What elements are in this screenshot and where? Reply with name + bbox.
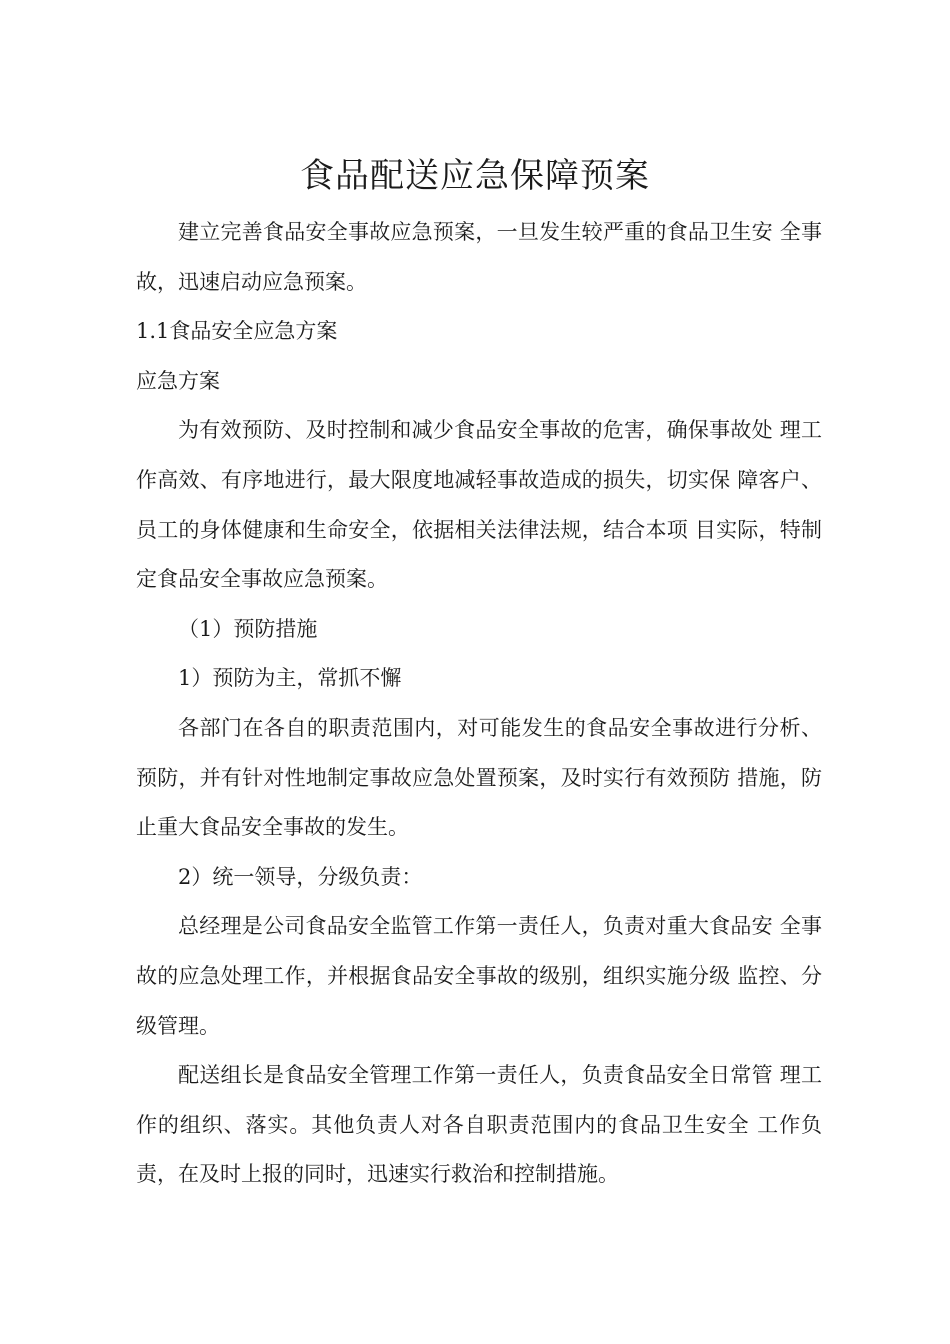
- document-body: [136, 208, 822, 1200]
- paragraph-delivery-leader: 配送组长是食品安全管理工作第一责任人，负责食品安全日常管 理工作的组织、落实。其他负责人对各自职责范围内的食品卫生安全 工作负责，在及时上报的同时，迅速实行救治和控制措施。: [136, 1063, 822, 1187]
- section-heading: 1.1食品安全应急方案: [136, 319, 338, 344]
- paragraph-general-manager: 总经理是公司食品安全监管工作第一责任人，负责对重大食品安 全事故的应急处理工作，并根据食品安全事故的级别，组织实施分级 监控、分级管理。: [136, 914, 822, 1038]
- list-item-2-heading: 2）统一领导，分级负责：: [178, 864, 423, 889]
- list-item-1-heading: 1）预防为主，常抓不懈: [178, 666, 402, 691]
- paragraph-intro: 建立完善食品安全事故应急预案，一旦发生较严重的食品卫生安 全事故，迅速启动应急预案。: [136, 220, 822, 294]
- document-title: 食品配送应急保障预案: [300, 155, 650, 196]
- subsection-heading: 应急方案: [136, 368, 220, 393]
- paragraph-prevention: 各部门在各自的职责范围内，对可能发生的食品安全事故进行分析、预防，并有针对性地制定事故应急处置预案，及时实行有效预防 措施，防止重大食品安全事故的发生。: [136, 715, 822, 840]
- paragraph-purpose: 为有效预防、及时控制和减少食品安全事故的危害，确保事故处 理工作高效、有序地进行，最大限度地减轻事故造成的损失，切实保 障客户、员工的身体健康和生命安全，依据相关法律法规，结合本项 目实际，特制定食品安全事故应急预案。: [136, 418, 822, 592]
- list-heading-prevention: （1）预防措施: [178, 616, 318, 641]
